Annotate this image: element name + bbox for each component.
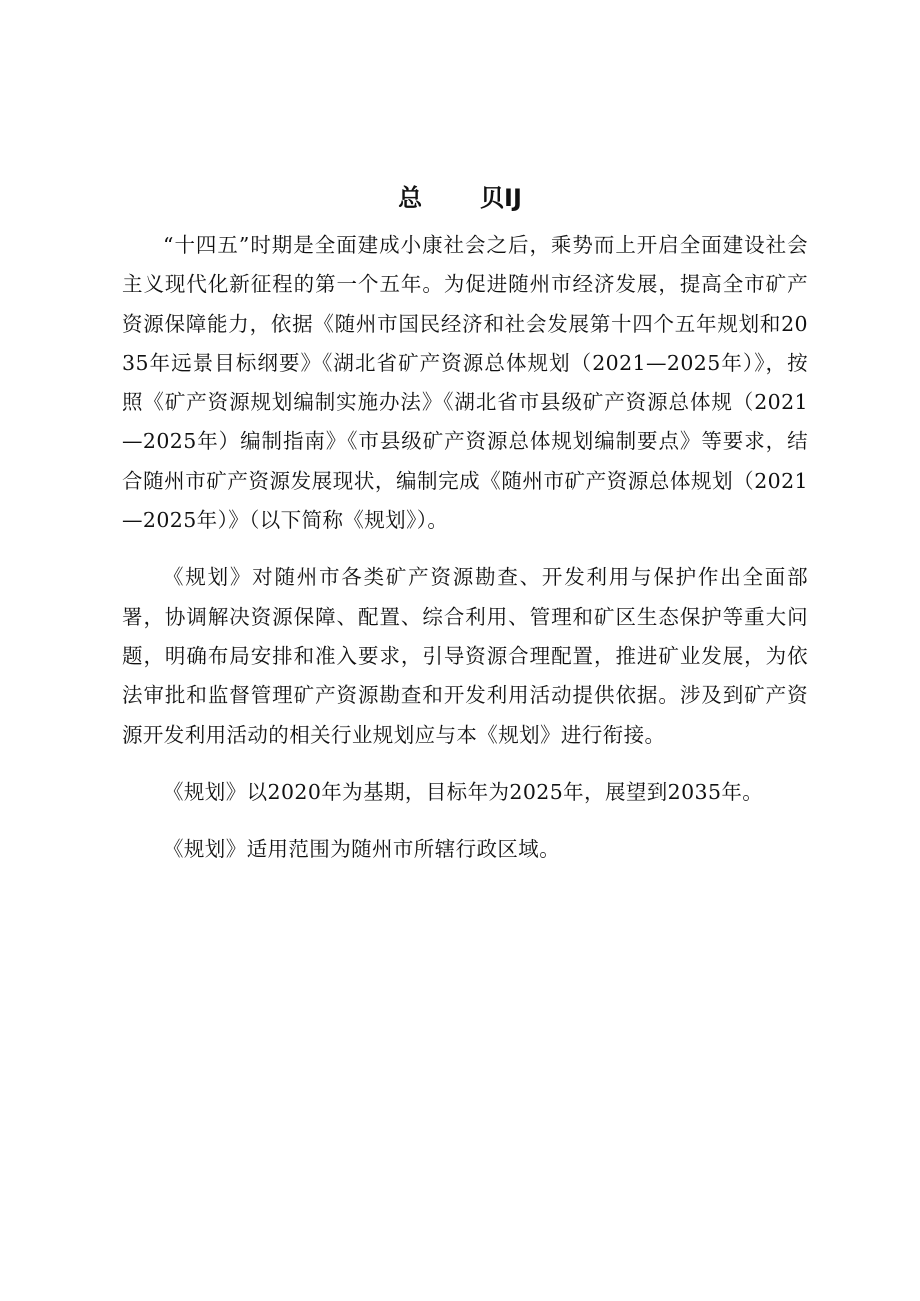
page-title [0, 178, 920, 218]
paragraph-scope-of-plan: 《规划》对随州市各类矿产资源勘查、开发利用与保护作出全面部署，协调解决资源保障、配置、综合利用、管理和矿区生态保护等重大问题，明确布局安排和准入要求，引导资源合理配置，推进矿业发展，为依法审批和监督管理矿产资源勘查和开发利用活动提供依据。涉及到矿产资源开发利用活动的相关行业规划应与本《规划》进行衔接。 [122, 565, 808, 747]
paragraph-applicable-area: 《规划》适用范围为随州市所辖行政区域。 [163, 837, 561, 862]
title-part-2: 贝IJ [480, 184, 522, 212]
paragraph-time-frame: 《规划》以2020年为基期，目标年为2025年，展望到2035年。 [163, 779, 764, 804]
title-part-1: 总 [398, 184, 423, 212]
document-body [122, 226, 808, 887]
paragraph-intro: “十四五”时期是全面建成小康社会之后，乘势而上开启全面建设社会主义现代化新征程的第一个五年。为促进随州市经济发展，提高全市矿产资源保障能力，依据《随州市国民经济和社会发展第十四个五年规划和2035年远景目标纲要》《湖北省矿产资源总体规划（2021—2025年）》，按照《矿产资源规划编制实施办法》《湖北省市县级矿产资源总体规（2021—2025年）编制指南》《市县级矿产资源总体规划编制要点》等要求，结合随州市矿产资源发展现状，编制完成《随州市矿产资源总体规划（2021—2025年）》（以下简称《规划》）。 [122, 233, 808, 533]
